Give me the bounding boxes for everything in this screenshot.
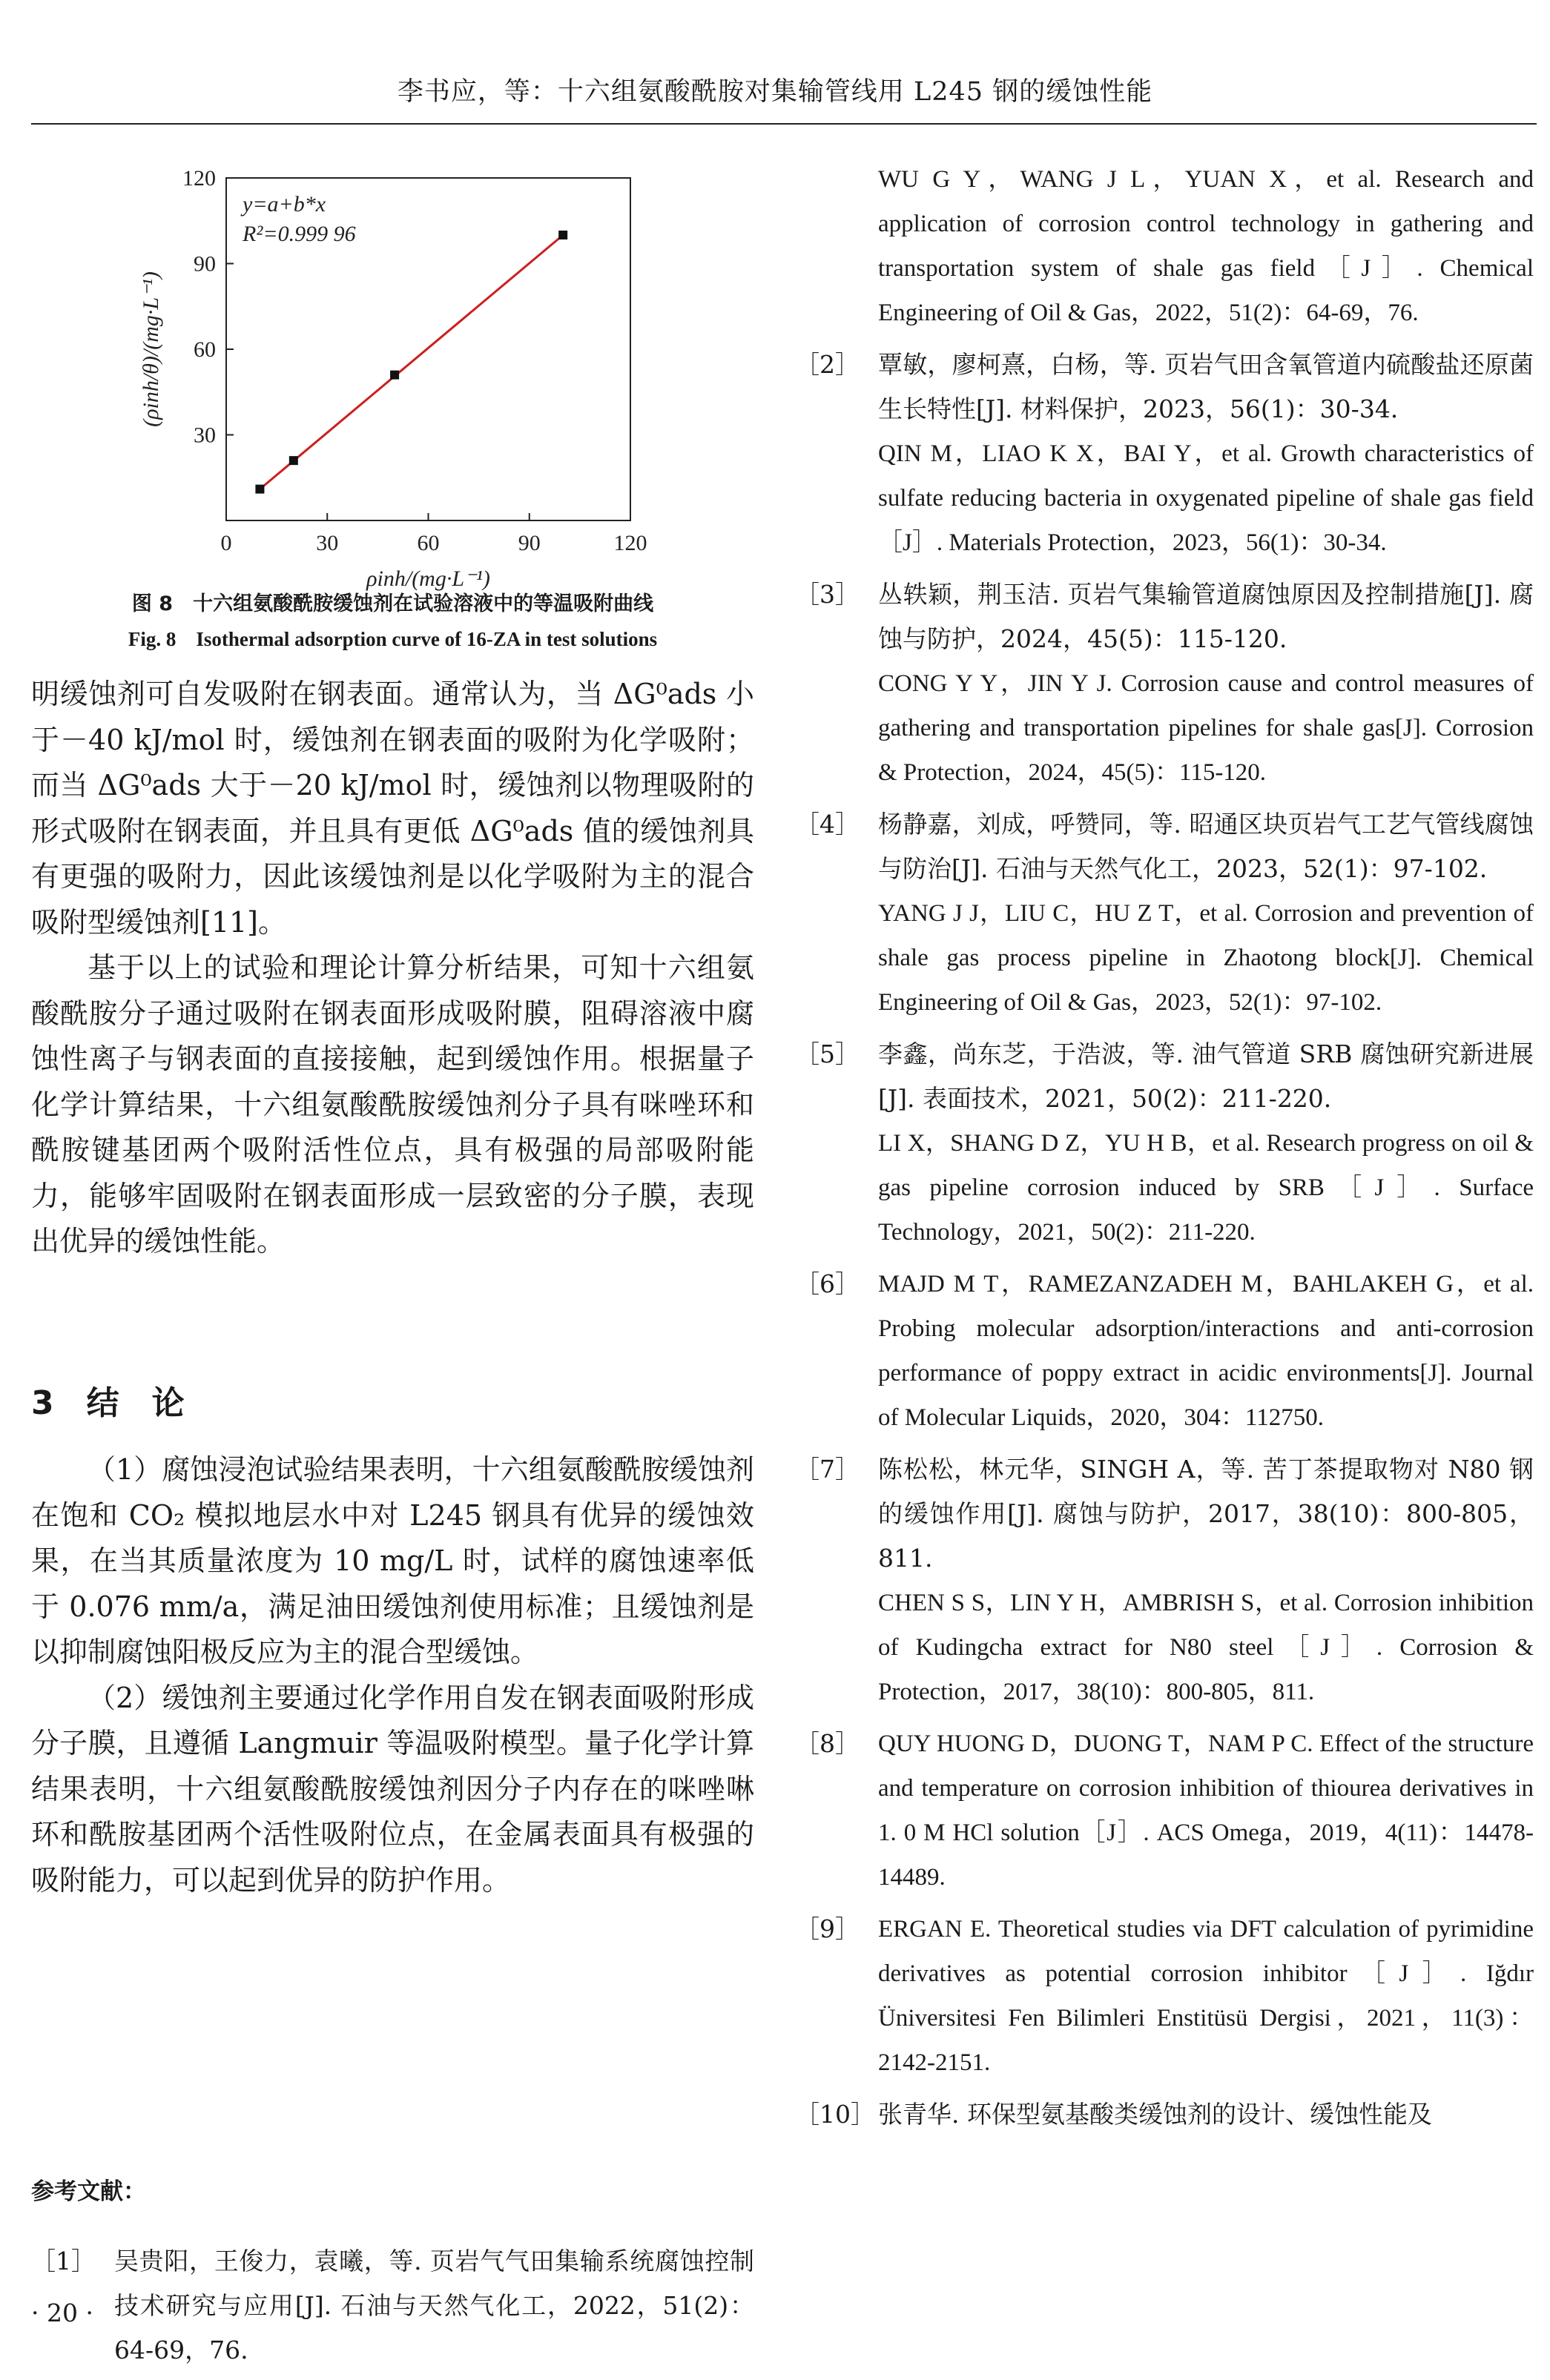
right-column bbox=[795, 157, 1534, 2144]
reference-item bbox=[795, 343, 1534, 565]
reference-text-cn: 陈松松，林元华，SINGH A，等. 苦丁茶提取物对 N80 钢的缓蚀作用[J]. 腐蚀与防护，2017，38(10)：800-805，811. bbox=[878, 1455, 1534, 1573]
reference-text-en: QIN M，LIAO K X，BAI Y，et al. Growth characteristics of sulfate reducing bacteria in oxygenated pipeline of shale gas field［J］. Materials Protection，2023，56(1)：30-34. bbox=[878, 440, 1534, 556]
data-point bbox=[289, 456, 298, 465]
figure-caption-cn: 图 8 十六组氨酸酰胺缓蚀剂在试验溶液中的等温吸附曲线 bbox=[131, 592, 654, 615]
x-tick-label: 90 bbox=[518, 531, 541, 555]
references-left bbox=[31, 2239, 754, 2380]
x-tick-label: 120 bbox=[613, 531, 647, 555]
reference-text-cn: 张青华. 环保型氨基酸类缓蚀剂的设计、缓蚀性能及 bbox=[878, 2100, 1432, 2129]
fit-equation: y=a+b*x bbox=[243, 192, 326, 216]
x-tick-label: 0 bbox=[220, 531, 232, 555]
figure-caption-en: Fig. 8 Isothermal adsorption curve of 16-ZA in test solutions bbox=[128, 628, 658, 650]
reference-number: ［2］ bbox=[795, 350, 860, 379]
reference-number: ［5］ bbox=[795, 1039, 860, 1068]
reference-number: ［3］ bbox=[795, 580, 860, 609]
fit-line bbox=[260, 235, 563, 489]
reference-text-en: QUY HUONG D，DUONG T，NAM P C. Effect of the structure and temperature on corrosion inhibition of thiourea derivatives in 1. 0 M HCl solution［J］. ACS Omega，2019，4(11)：14478-14489. bbox=[878, 1731, 1534, 1891]
reference-item bbox=[795, 1032, 1534, 1255]
reference-text-cn: 覃敏，廖柯熹，白杨，等. 页岩气田含氧管道内硫酸盐还原菌生长特性[J]. 材料保护，2023，56(1)：30-34. bbox=[878, 350, 1534, 423]
references-right bbox=[795, 157, 1534, 2137]
adsorption-chart-svg bbox=[31, 133, 773, 591]
data-point bbox=[558, 231, 567, 239]
fit-r-squared: R²=0.999 96 bbox=[243, 222, 356, 246]
conclusion-2: （2）缓蚀剂主要通过化学作用自发在钢表面吸附形成分子膜，且遵循 Langmuir 等温吸附模型。量子化学计算结果表明，十六组氨酸酰胺缓蚀剂因分子内存在的咪唑啉环和酰胺基团两个活性吸附位点，在金属表面具有极强的吸附能力，可以起到优异的防护作用。 bbox=[31, 1681, 754, 1897]
data-point bbox=[255, 485, 264, 494]
reference-item bbox=[31, 2239, 754, 2373]
x-axis-label: ρinh/(mg·L⁻¹) bbox=[366, 566, 490, 591]
figure-8-chart bbox=[31, 133, 773, 591]
x-tick-label: 60 bbox=[417, 531, 440, 555]
reference-number: ［7］ bbox=[795, 1455, 860, 1484]
conclusion-1: （1）腐蚀浸泡试验结果表明，十六组氨酸酰胺缓蚀剂在饱和 CO₂ 模拟地层水中对 L245 钢具有优异的缓蚀效果，在当其质量浓度为 10 mg/L 时，试样的腐蚀速率低于 0.076 mm/a，满足油田缓蚀剂使用标准；且缓蚀剂是以抑制腐蚀阳极反应为主的混合型缓蚀。 bbox=[31, 1453, 754, 1668]
page-number: · 20 · bbox=[31, 2298, 93, 2327]
reference-text-cn: 杨静嘉，刘成，呼赞同，等. 昭通区块页岩气工艺气管线腐蚀与防治[J]. 石油与天然气化工，2023，52(1)：97-102. bbox=[878, 810, 1534, 883]
paragraph-1: 明缓蚀剂可自发吸附在钢表面。通常认为，当 ΔG⁰ads 小于－40 kJ/mol 时，缓蚀剂在钢表面的吸附为化学吸附；而当 ΔG⁰ads 大于－20 kJ/mol 时，缓蚀剂以物理吸附的形式吸附在钢表面，并且具有更低 ΔG⁰ads 值的缓蚀剂具有更强的吸附力，因此该缓蚀剂是以化学吸附为主的混合吸附型缓蚀剂[11]。 bbox=[31, 678, 754, 939]
references-title: 参考文献： bbox=[31, 2178, 146, 2205]
section-title-conclusion: 3 结 论 bbox=[31, 1384, 185, 1422]
data-point bbox=[390, 371, 399, 380]
reference-item bbox=[795, 1447, 1534, 1714]
reference-number: ［4］ bbox=[795, 810, 860, 839]
y-tick-label: 120 bbox=[182, 166, 216, 191]
reference-item bbox=[795, 2092, 1534, 2137]
reference-item bbox=[795, 802, 1534, 1025]
reference-number: ［10］ bbox=[795, 2100, 875, 2129]
reference-number: ［6］ bbox=[795, 1269, 860, 1298]
reference-number: ［9］ bbox=[795, 1914, 860, 1943]
reference-text-en: CONG Y Y，JIN Y J. Corrosion cause and control measures of gathering and transportation pipelines for shale gas[J]. Corrosion & Protection，2024，45(5)：115-120. bbox=[878, 670, 1534, 786]
reference-item bbox=[795, 1262, 1534, 1440]
reference-text-en: LI X，SHANG D Z，YU H B，et al. Research progress on oil & gas pipeline corrosion induced by SRB［J］. Surface Technology，2021，50(2)：211-220. bbox=[878, 1130, 1534, 1246]
reference-text-cn: 李鑫，尚东芝，于浩波，等. 油气管道 SRB 腐蚀研究新进展[J]. 表面技术，2021，50(2)：211-220. bbox=[878, 1039, 1534, 1113]
reference-text-cn: 丛轶颖，荆玉洁. 页岩气集输管道腐蚀原因及控制措施[J]. 腐蚀与防护，2024，45(5)：115-120. bbox=[878, 580, 1534, 653]
y-tick-label: 60 bbox=[194, 337, 216, 362]
reference-item bbox=[795, 157, 1534, 335]
reference-item bbox=[795, 1722, 1534, 1900]
reference-text-cn: 吴贵阳，王俊力，袁曦，等. 页岩气气田集输系统腐蚀控制技术研究与应用[J]. 石油与天然气化工，2022，51(2)：64-69，76. bbox=[114, 2247, 754, 2364]
running-header: 李书应，等：十六组氨酸酰胺对集输管线用 L245 钢的缓蚀性能 bbox=[397, 77, 1153, 107]
reference-item bbox=[795, 1907, 1534, 2085]
reference-text-en: MAJD M T，RAMEZANZADEH M，BAHLAKEH G，et al. Probing molecular adsorption/interactions and anti-corrosion performance of poppy extract in acidic environments[J]. Journal of Molecular Liquids，2020，304：112750. bbox=[878, 1271, 1534, 1431]
header-rule bbox=[31, 123, 1537, 125]
left-column bbox=[31, 133, 754, 2364]
y-tick-label: 90 bbox=[194, 251, 216, 277]
body-paragraphs bbox=[31, 672, 754, 1265]
reference-text-en: ERGAN E. Theoretical studies via DFT calculation of pyrimidine derivatives as potential corrosion inhibitor［J］. Iğdır Üniversitesi Fen Bilimleri Enstitüsü Dergisi，2021，11(3)：2142-2151. bbox=[878, 1916, 1534, 2076]
conclusion-paragraphs bbox=[31, 1447, 754, 1903]
reference-text-en: WU G Y，WANG J L，YUAN X，et al. Research and application of corrosion control technology in gathering and transportation system of shale gas field［J］. Chemical Engineering of Oil & Gas，2022，51(2)：64-69，76. bbox=[878, 166, 1534, 326]
reference-item bbox=[795, 572, 1534, 795]
reference-text-en: YANG J J，LIU C，HU Z T，et al. Corrosion and prevention of shale gas process pipeline in Zhaotong block[J]. Chemical Engineering of Oil & Gas，2023，52(1)：97-102. bbox=[878, 900, 1534, 1016]
y-tick-label: 30 bbox=[194, 423, 216, 448]
reference-number: ［8］ bbox=[795, 1729, 860, 1758]
reference-text-en: CHEN S S，LIN Y H，AMBRISH S，et al. Corrosion inhibition of Kudingcha extract for N80 steel［J］. Corrosion & Protection，2017，38(10)：800-805，811. bbox=[878, 1590, 1534, 1705]
y-axis-label: (ρinh/θ)/(mg·L⁻¹) bbox=[139, 271, 163, 427]
paragraph-2: 基于以上的试验和理论计算分析结果，可知十六组氨酸酰胺分子通过吸附在钢表面形成吸附膜，阻碍溶液中腐蚀性离子与钢表面的直接接触，起到缓蚀作用。根据量子化学计算结果，十六组氨酸酰胺缓蚀剂分子具有咪唑环和酰胺键基团两个吸附活性位点，具有极强的局部吸附能力，能够牢固吸附在钢表面形成一层致密的分子膜，表现出优异的缓蚀性能。 bbox=[31, 951, 754, 1257]
reference-number: ［1］ bbox=[31, 2247, 96, 2275]
x-tick-label: 30 bbox=[316, 531, 339, 555]
